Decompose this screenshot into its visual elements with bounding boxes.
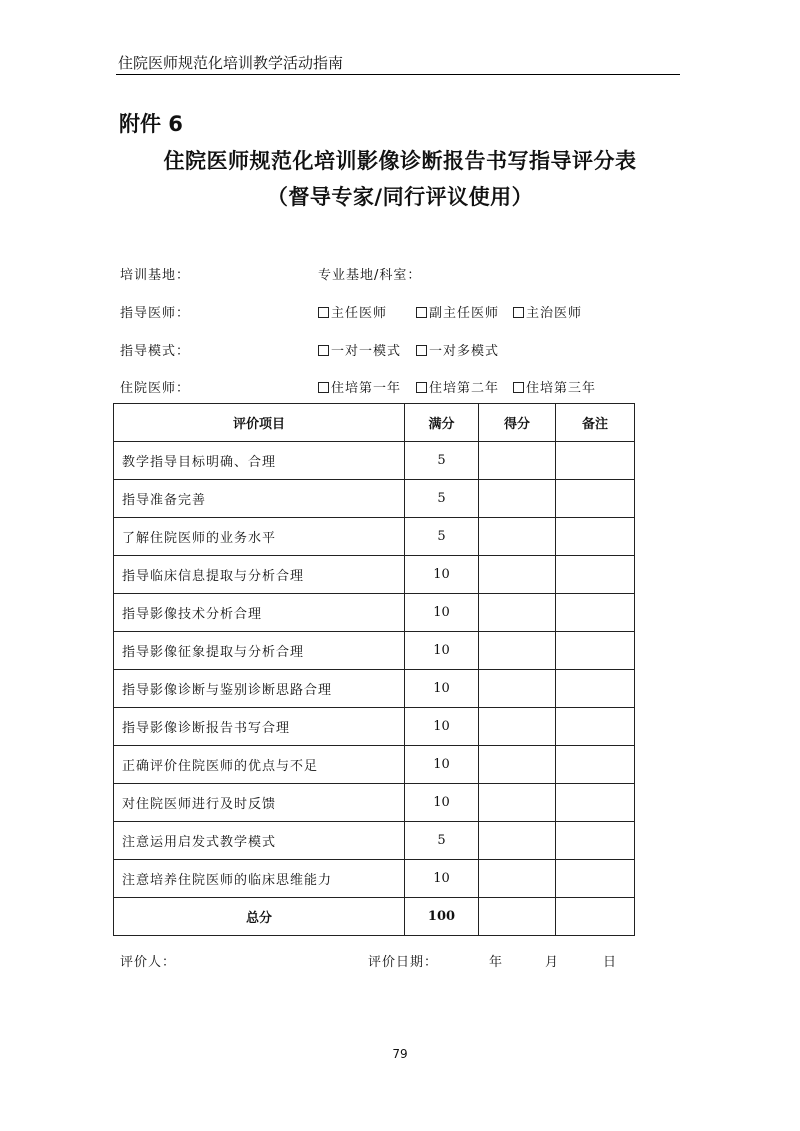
item-cell: 了解住院医师的业务水平 xyxy=(114,518,405,556)
item-cell: 指导准备完善 xyxy=(114,480,405,518)
score-cell[interactable] xyxy=(479,556,556,594)
item-cell: 注意运用启发式教学模式 xyxy=(114,822,405,860)
score-cell[interactable] xyxy=(479,594,556,632)
full-score-cell: 10 xyxy=(405,746,479,784)
dept-label: 专业基地/科室： xyxy=(318,268,422,283)
full-score-cell: 10 xyxy=(405,860,479,898)
item-cell: 指导影像技术分析合理 xyxy=(114,594,405,632)
score-cell[interactable] xyxy=(479,822,556,860)
score-cell[interactable] xyxy=(479,518,556,556)
full-score-cell: 5 xyxy=(405,518,479,556)
running-header: 住院医师规范化培训教学活动指南 xyxy=(118,54,344,72)
table-row xyxy=(114,822,635,860)
table-row xyxy=(114,442,635,480)
instructor-option-associate[interactable]: 副主任医师 xyxy=(416,302,499,321)
item-cell: 指导影像诊断与鉴别诊断思路合理 xyxy=(114,670,405,708)
mode-option-one-to-one[interactable]: 一对一模式 xyxy=(318,340,401,359)
mode-option-one-to-many[interactable]: 一对多模式 xyxy=(416,340,499,359)
remarks-cell[interactable] xyxy=(556,632,635,670)
checkbox[interactable] xyxy=(416,307,427,318)
document-title: 住院医师规范化培训影像诊断报告书写指导评分表 xyxy=(163,149,637,173)
item-cell: 指导临床信息提取与分析合理 xyxy=(114,556,405,594)
header-remarks: 备注 xyxy=(556,404,635,442)
table-row xyxy=(114,632,635,670)
checkbox[interactable] xyxy=(318,307,329,318)
evaluator-label: 评价人： xyxy=(120,955,177,970)
day-label: 日 xyxy=(603,955,618,970)
table-row xyxy=(114,784,635,822)
table-row xyxy=(114,708,635,746)
remarks-cell[interactable] xyxy=(556,556,635,594)
item-cell: 正确评价住院医师的优点与不足 xyxy=(114,746,405,784)
remarks-cell[interactable] xyxy=(556,480,635,518)
score-cell[interactable] xyxy=(479,860,556,898)
table-row xyxy=(114,556,635,594)
item-cell: 指导影像诊断报告书写合理 xyxy=(114,708,405,746)
resident-option-year3[interactable]: 住培第三年 xyxy=(513,377,596,396)
resident-option-year1[interactable]: 住培第一年 xyxy=(318,377,401,396)
table-header-row xyxy=(114,404,635,442)
total-score-cell[interactable] xyxy=(479,898,556,936)
checkbox[interactable] xyxy=(318,345,329,356)
page-number: 79 xyxy=(392,1047,408,1061)
remarks-cell[interactable] xyxy=(556,670,635,708)
full-score-cell: 10 xyxy=(405,708,479,746)
score-cell[interactable] xyxy=(479,480,556,518)
checkbox[interactable] xyxy=(318,382,329,393)
month-label: 月 xyxy=(545,955,560,970)
header-item: 评价项目 xyxy=(114,404,405,442)
header-score: 得分 xyxy=(479,404,556,442)
full-score-cell: 10 xyxy=(405,556,479,594)
item-cell: 注意培养住院医师的临床思维能力 xyxy=(114,860,405,898)
full-score-cell: 10 xyxy=(405,670,479,708)
base-label: 培训基地： xyxy=(120,268,191,283)
full-score-cell: 10 xyxy=(405,632,479,670)
full-score-cell: 5 xyxy=(405,480,479,518)
total-remarks-cell[interactable] xyxy=(556,898,635,936)
header-full-score: 满分 xyxy=(405,404,479,442)
table-row xyxy=(114,746,635,784)
annex-label: 附件 6 xyxy=(119,112,183,136)
item-cell: 对住院医师进行及时反馈 xyxy=(114,784,405,822)
item-cell: 教学指导目标明确、合理 xyxy=(114,442,405,480)
score-cell[interactable] xyxy=(479,746,556,784)
scoring-table xyxy=(113,403,635,936)
full-score-cell: 5 xyxy=(405,822,479,860)
resident-label: 住院医师： xyxy=(120,381,191,396)
score-cell[interactable] xyxy=(479,632,556,670)
item-cell: 指导影像征象提取与分析合理 xyxy=(114,632,405,670)
remarks-cell[interactable] xyxy=(556,784,635,822)
score-cell[interactable] xyxy=(479,442,556,480)
full-score-cell: 5 xyxy=(405,442,479,480)
document-subtitle: （督导专家/同行评议使用） xyxy=(266,185,534,209)
remarks-cell[interactable] xyxy=(556,822,635,860)
checkbox[interactable] xyxy=(416,382,427,393)
remarks-cell[interactable] xyxy=(556,860,635,898)
checkbox[interactable] xyxy=(416,345,427,356)
remarks-cell[interactable] xyxy=(556,518,635,556)
table-row xyxy=(114,594,635,632)
instructor-option-attending[interactable]: 主治医师 xyxy=(513,302,582,321)
score-cell[interactable] xyxy=(479,784,556,822)
total-label: 总分 xyxy=(114,898,405,936)
remarks-cell[interactable] xyxy=(556,708,635,746)
table-row xyxy=(114,860,635,898)
resident-option-year2[interactable]: 住培第二年 xyxy=(416,377,499,396)
instructor-option-chief[interactable]: 主任医师 xyxy=(318,302,387,321)
total-value: 100 xyxy=(405,898,479,936)
remarks-cell[interactable] xyxy=(556,442,635,480)
table-row xyxy=(114,670,635,708)
full-score-cell: 10 xyxy=(405,594,479,632)
remarks-cell[interactable] xyxy=(556,594,635,632)
full-score-cell: 10 xyxy=(405,784,479,822)
table-row xyxy=(114,480,635,518)
year-label: 年 xyxy=(489,955,504,970)
score-cell[interactable] xyxy=(479,670,556,708)
checkbox[interactable] xyxy=(513,307,524,318)
checkbox[interactable] xyxy=(513,382,524,393)
table-row xyxy=(114,518,635,556)
total-row xyxy=(114,898,635,936)
header-rule xyxy=(116,74,680,75)
mode-label: 指导模式： xyxy=(120,344,191,359)
instructor-label: 指导医师： xyxy=(120,306,191,321)
remarks-cell[interactable] xyxy=(556,746,635,784)
score-cell[interactable] xyxy=(479,708,556,746)
date-label: 评价日期： xyxy=(368,955,439,970)
